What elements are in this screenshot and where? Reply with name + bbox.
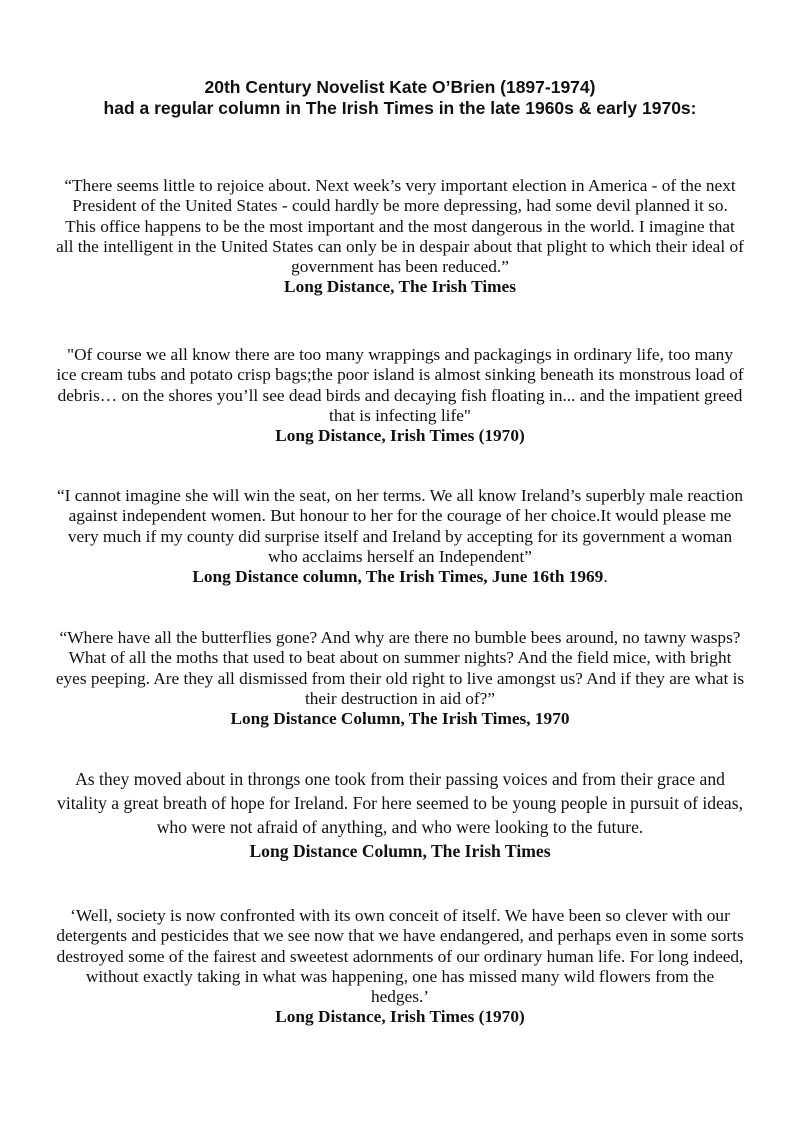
quote-source-title: Long Distance, The Irish Times — [284, 277, 516, 297]
quote-source-title: Long Distance column, The Irish Times, June 16th 1969 — [192, 567, 604, 587]
quote-text: “Where have all the butterflies gone? And why are there no bumble bees around, no tawny wasps? What of all the moths that used to beat about on summer nights? And the field mice, with bright eyes peeping. Are they all dismissed from their old right to live amongst us? And if they are what is their destruction in aid of?” — [55, 628, 745, 708]
quote-block-5 — [55, 767, 745, 863]
quote-source — [55, 426, 745, 446]
quote-block-4 — [55, 628, 745, 729]
quote-source-title: Long Distance Column, The Irish Times, 1970 — [230, 709, 570, 729]
quote-text: “I cannot imagine she will win the seat, on her terms. We all know Ireland’s superbly male reaction against independent women. But honour to her for the courage of her choice.It would please me very much if my county did surprise itself and Ireland by accepting for its government a woman who acclaims herself an Independent” — [57, 486, 743, 566]
quote-block-6 — [55, 906, 745, 1028]
quote-source — [55, 567, 745, 587]
quote-source-title: Long Distance, Irish Times (1970) — [275, 1007, 525, 1027]
quote-block-1 — [55, 176, 745, 298]
quote-source-suffix: . — [603, 567, 608, 587]
quote-source — [55, 709, 745, 729]
quote-block-3 — [55, 486, 745, 587]
quote-text: "Of course we all know there are too many wrappings and packagings in ordinary life, too many ice cream tubs and potato crisp bags;the poor island is almost sinking beneath its monstrous load of debris… on the shores you’ll see dead birds and decaying fish floating in... and the impatient greed that is infecting life" — [56, 345, 744, 425]
quote-source — [55, 277, 745, 297]
quote-text: As they moved about in throngs one took from their passing voices and from their grace and vitality a great breath of hope for Ireland. For here seemed to be young people in pursuit of ideas, who were not afraid of anything, and who were looking to the future. — [57, 769, 743, 837]
quote-source-title: Long Distance Column, The Irish Times — [249, 841, 551, 861]
page-title-line-2: had a regular column in The Irish Times in the late 1960s & early 1970s: — [103, 98, 697, 118]
quote-text: ‘Well, society is now confronted with its own conceit of itself. We have been so clever with our detergents and pesticides that we see now that we have endangered, and perhaps even in some sorts destroyed some of the fairest and sweetest adornments of our ordinary human life. For long indeed, without exactly taking in what was happening, one has missed many wild flowers from the hedges.’ — [56, 906, 744, 1007]
quote-text: “There seems little to rejoice about. Next week’s very important election in America - of the next President of the United States - could hardly be more depressing, had some devil planned it so. This office happens to be the most important and the most dangerous in the world. I imagine that all the intelligent in the United States can only be in despair about that plight to which their ideal of government has been reduced.” — [56, 176, 744, 277]
quote-source-title: Long Distance, Irish Times (1970) — [275, 426, 525, 446]
quote-block-2 — [55, 345, 745, 446]
quote-source — [55, 839, 745, 863]
page-title-line-1: 20th Century Novelist Kate O’Brien (1897-1974) — [204, 77, 596, 97]
quote-source — [55, 1007, 745, 1027]
